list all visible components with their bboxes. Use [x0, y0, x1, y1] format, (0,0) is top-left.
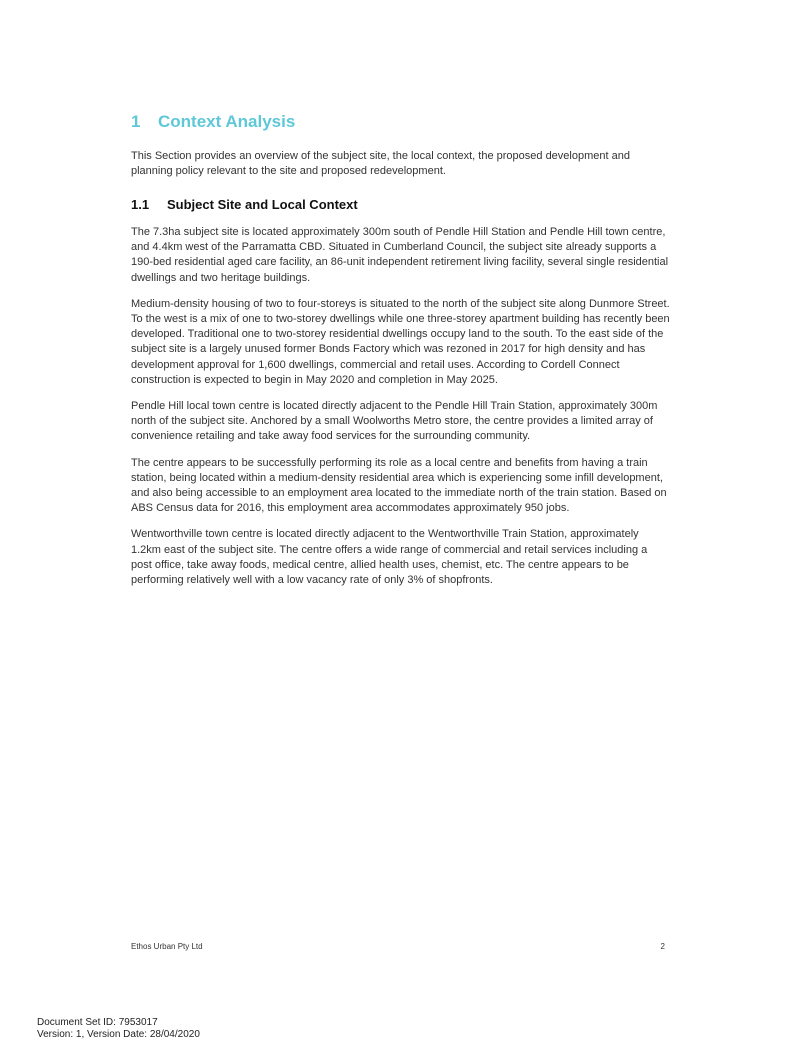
footer-company: Ethos Urban Pty Ltd: [131, 942, 203, 951]
subsection-title: Subject Site and Local Context: [167, 197, 358, 212]
paragraph-wentworthville-centre: Wentworthville town centre is located directly adjacent to the Wentworthville Train Station, approximately 1.2km east of the subject site. The centre offers a wide range of commercial and retail services including a post office, take away foods, medical centre, allied health uses, chemist, etc. The centre appears to be performing relatively well with a low vacancy rate of only 3% of shopfronts.: [131, 528, 648, 587]
paragraph-pendle-hill-centre: Pendle Hill local town centre is located directly adjacent to the Pendle Hill Train Station, approximately 300m north of the subject site. Anchored by a small Woolworths Metro store, the centre provides a limited array of convenience retailing and take away food services for the surrounding community.: [131, 400, 658, 443]
section-heading: [131, 112, 295, 132]
paragraph-surroundings: Medium-density housing of two to four-storeys is situated to the north of the subject site along Dunmore Street. To the west is a mix of one to two-storey dwellings while one three-storey apartment building has recently been developed. Traditional one to two-storey residential dwellings occupy land to the south. To the east side of the subject site is a largely unused former Bonds Factory which was rezoned in 2017 for high density and has development approval for 1,600 dwellings, commercial and retail uses. According to Cordell Connect construction is expected to begin in May 2020 and completion in May 2025.: [131, 297, 670, 386]
footer-page-number: 2: [660, 942, 665, 951]
section-title: Context Analysis: [158, 112, 296, 131]
intro-paragraph: This Section provides an overview of the subject site, the local context, the proposed development and planning policy relevant to the site and proposed redevelopment.: [131, 150, 630, 178]
document-stamp: [37, 1017, 200, 1041]
intro-block: [131, 149, 671, 190]
document-version: Version: 1, Version Date: 28/04/2020: [37, 1029, 200, 1040]
paragraph-centre-performance: The centre appears to be successfully performing its role as a local centre and benefits from having a train station, being located within a medium-density residential area which is experiencing some infill development, and also being accessible to an employment area located to the immediate north of the train station. Based on ABS Census data for 2016, this employment area accommodates approximately 950 jobs.: [131, 456, 667, 515]
paragraph-subject-site: The 7.3ha subject site is located approximately 300m south of Pendle Hill Station and Pendle Hill town centre, and 4.4km west of the Parramatta CBD. Situated in Cumberland Council, the subject site already supports a 190-bed residential aged care facility, an 86-unit independent retirement living facility, several single residential dwellings and two heritage buildings.: [131, 226, 669, 284]
section-number: 1: [131, 112, 141, 131]
subsection-heading: [131, 197, 358, 212]
document-set-id: Document Set ID: 7953017: [37, 1017, 158, 1028]
subsection-number: 1.1: [131, 197, 150, 212]
body-text: [131, 225, 671, 599]
